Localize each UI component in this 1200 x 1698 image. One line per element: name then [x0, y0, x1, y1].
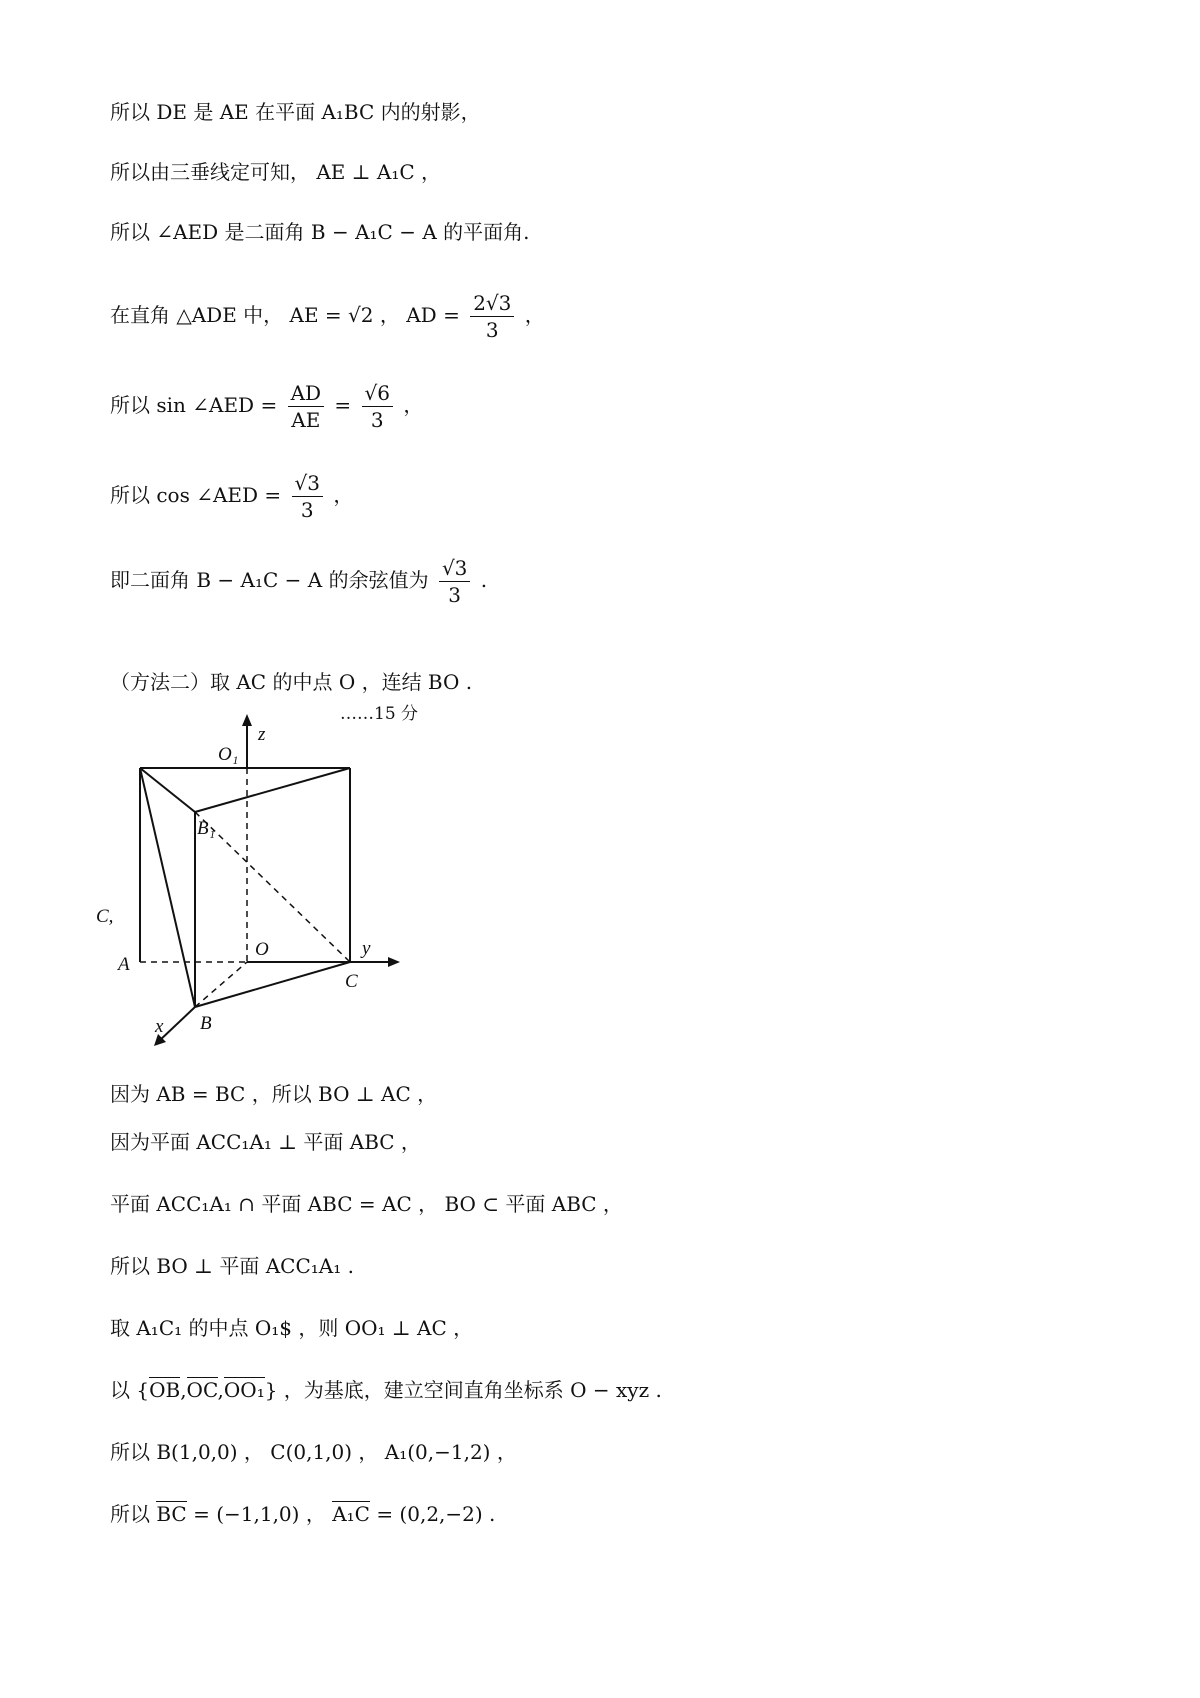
line-11: 平面 ACC₁A₁ ∩ 平面 ABC = AC ， BO ⊂ 平面 ABC ，	[110, 1192, 623, 1216]
label-c: C	[345, 971, 358, 992]
fraction-ad: $\frac{2√3}{3}$	[470, 290, 514, 343]
fraction-sqrt6-3: $\frac{√6}{3}$	[362, 380, 393, 433]
line-9: 因为 AB = BC ，所以 BO ⊥ AC ，	[110, 1082, 438, 1106]
line-14: 以 {OB,OC,OO₁} ，为基底，建立空间直角坐标系 O − xyz .	[110, 1378, 662, 1402]
line-3: 所以 ∠AED 是二面角 B − A₁C − A 的平面角.	[110, 220, 530, 244]
fraction-ad-ae: $\frac{AD}{AE}$	[288, 380, 324, 433]
fraction-sqrt3-3: $\frac{√3}{3}$	[292, 470, 323, 523]
label-a: A	[118, 954, 130, 975]
line-2: 所以由三垂线定可知， AE ⊥ A₁C ，	[110, 160, 442, 184]
line-7: 即二面角 B − A₁C − A 的余弦值为 $\frac{√3}{3}$ .	[110, 556, 488, 607]
label-stray: C,	[96, 906, 114, 927]
score-note: ……15 分	[340, 704, 419, 724]
label-z: z	[258, 724, 266, 745]
label-b1: B₁	[197, 818, 216, 839]
label-o1: O₁	[218, 744, 239, 765]
line-5: 所以 sin ∠AED = $\frac{AD}{AE}$ = $\frac{√6}{3}$ ，	[110, 381, 424, 432]
line-15: 所以 B(1,0,0) ， C(0,1,0) ， A₁(0,−1,2) ，	[110, 1440, 517, 1464]
line-13: 取 A₁C₁ 的中点 O₁$ ，则 OO₁ ⊥ AC ，	[110, 1316, 474, 1340]
prism-figure	[96, 712, 420, 1062]
line-1: 所以 DE 是 AE 在平面 A₁BC 内的射影，	[110, 100, 481, 124]
fraction-answer: $\frac{√3}{3}$	[439, 555, 470, 608]
label-y: y	[362, 938, 371, 959]
label-b: B	[200, 1013, 212, 1034]
line-8: （方法二）取 AC 的中点 O ，连结 BO .	[110, 670, 473, 694]
line-10: 因为平面 ACC₁A₁ ⊥ 平面 ABC ，	[110, 1130, 421, 1154]
line-4: 在直角 △ADE 中， AE = √2 ， AD = $\frac{2√3}{3}$ ，	[110, 291, 545, 342]
line-6: 所以 cos ∠AED = $\frac{√3}{3}$ ，	[110, 471, 354, 522]
line-16: 所以 BC = (−1,1,0) ， A₁C = (0,2,−2) .	[110, 1502, 496, 1526]
label-x: x	[155, 1016, 164, 1037]
label-o: O	[255, 939, 269, 960]
line-12: 所以 BO ⊥ 平面 ACC₁A₁ .	[110, 1254, 354, 1278]
